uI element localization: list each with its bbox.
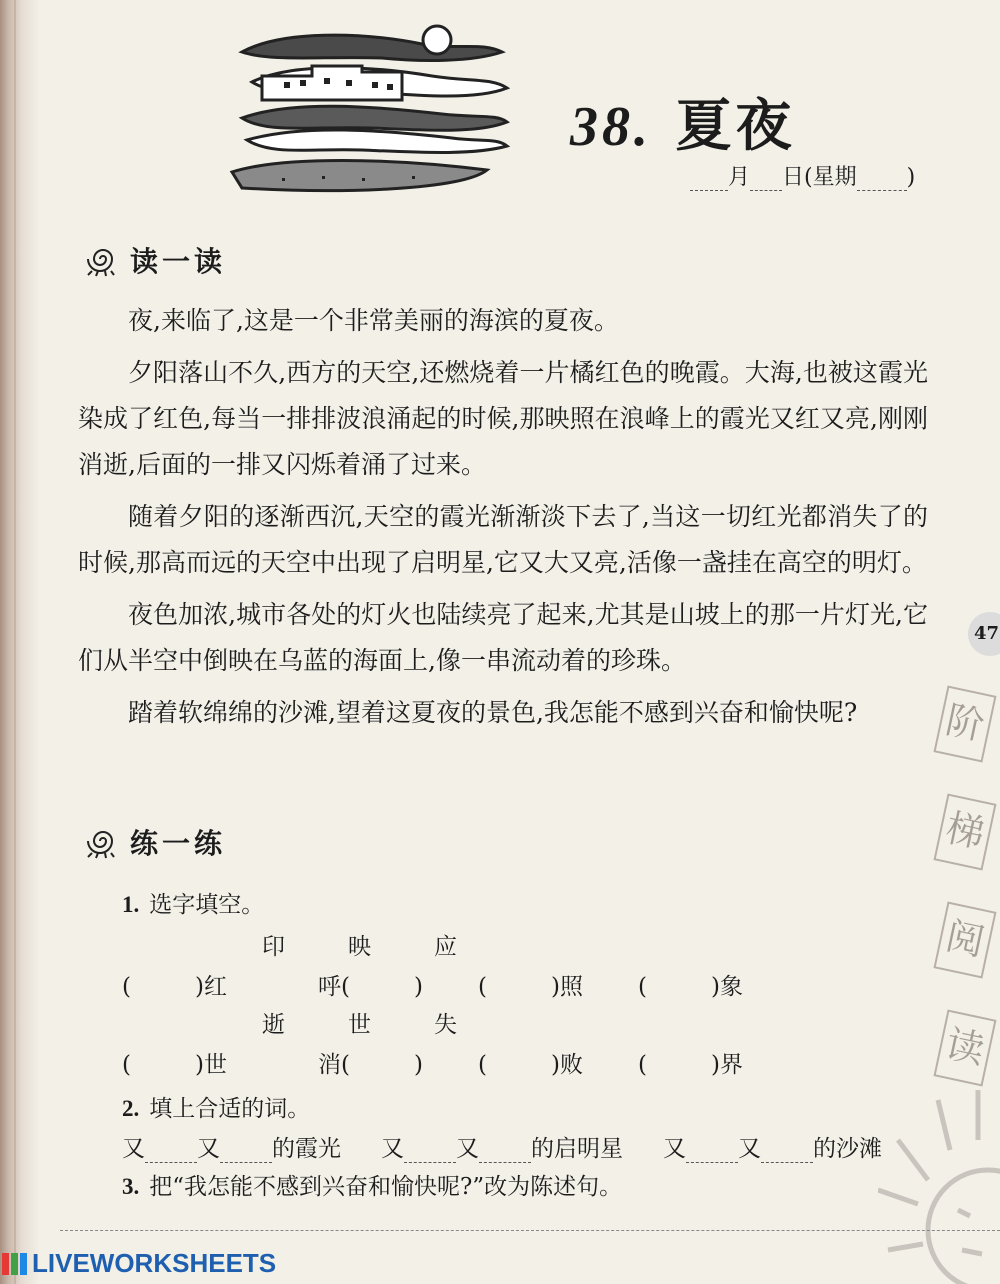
read-section-heading bbox=[80, 240, 226, 280]
char-options-group-2 bbox=[262, 1006, 520, 1039]
day-label: 日(星期 bbox=[782, 165, 857, 190]
reading-passage bbox=[78, 298, 928, 742]
exercise-1-heading bbox=[122, 886, 264, 919]
stamp-char: 读 bbox=[933, 1010, 996, 1087]
weekday-blank[interactable] bbox=[857, 170, 907, 191]
sun-face-watermark bbox=[878, 1080, 1000, 1284]
book-spine bbox=[0, 0, 40, 1284]
footer-brand: LIVEWORKSHEETS bbox=[32, 1248, 277, 1278]
char-option: 印 bbox=[262, 934, 285, 960]
word-blank[interactable] bbox=[404, 1142, 456, 1163]
passage-paragraph: 踏着软绵绵的沙滩,望着这夏夜的景色,我怎能不感到兴奋和愉快呢? bbox=[128, 698, 858, 727]
exercise-prompt: 把“我怎能不感到兴奋和愉快呢?”改为陈述句。 bbox=[149, 1174, 623, 1200]
passage-paragraph: 夕阳落山不久,西方的天空,还燃烧着一片橘红色的晚霞。大海,也被这霞光染成了红色,每当一排排波浪涌起的时候,那映照在浪峰上的霞光又红又亮,刚刚消逝,后面的一排又闪烁着涌了过来。 bbox=[78, 358, 928, 479]
word-fill-row: 又 又 的霞光 又 又 的启明星 又 又 的沙滩 bbox=[122, 1136, 882, 1162]
exercise-number: 1. bbox=[122, 892, 140, 917]
lesson-title bbox=[570, 82, 796, 162]
month-label: 月 bbox=[728, 165, 751, 190]
stamp-char: 阅 bbox=[933, 902, 996, 979]
exercise-3-heading bbox=[122, 1168, 622, 1201]
word-blank[interactable] bbox=[761, 1142, 813, 1163]
liveworksheets-footer[interactable] bbox=[0, 1248, 276, 1279]
fill-item[interactable]: ( )败 bbox=[478, 1052, 583, 1078]
exercise-2-heading bbox=[122, 1090, 310, 1123]
read-section-label: 读一读 bbox=[130, 245, 227, 278]
fill-item[interactable]: ( )象 bbox=[638, 974, 743, 1000]
char-option: 应 bbox=[434, 934, 457, 960]
passage-paragraph: 随着夕阳的逐渐西沉,天空的霞光渐渐淡下去了,当这一切红光都消失了的时候,那高而远的天空中出现了启明星,它又大又亮,活像一盏挂在高空的明灯。 bbox=[78, 502, 928, 577]
exercise-prompt: 填上合适的词。 bbox=[149, 1096, 311, 1122]
fill-item[interactable]: ( )世 bbox=[122, 1052, 227, 1078]
lesson-number: 38. bbox=[570, 96, 652, 158]
page-bottom-divider bbox=[60, 1230, 1000, 1231]
series-stamp bbox=[940, 690, 1000, 1122]
date-close-paren: ) bbox=[906, 165, 916, 190]
stamp-char: 阶 bbox=[933, 686, 996, 763]
page-number-tab: 47 bbox=[968, 612, 1000, 656]
spine-crease bbox=[14, 0, 16, 1284]
exercise-prompt: 选字填空。 bbox=[149, 892, 265, 918]
fill-item[interactable]: ( )红 bbox=[122, 974, 227, 1000]
char-option: 映 bbox=[348, 934, 371, 960]
fill-row-1 bbox=[122, 968, 798, 1001]
practice-section-heading bbox=[80, 822, 226, 862]
swirl-icon bbox=[80, 241, 126, 279]
month-blank[interactable] bbox=[690, 170, 728, 191]
char-options-group-1 bbox=[262, 928, 520, 961]
exercise-number: 3. bbox=[122, 1174, 140, 1199]
word-blank[interactable] bbox=[145, 1142, 197, 1163]
fill-row-2 bbox=[122, 1046, 798, 1079]
date-line bbox=[690, 160, 915, 191]
liveworksheets-logo-icon bbox=[0, 1249, 32, 1279]
fill-item[interactable]: 消( ) bbox=[318, 1052, 423, 1078]
passage-paragraph: 夜,来临了,这是一个非常美丽的海滨的夏夜。 bbox=[128, 306, 619, 335]
exercise-number: 2. bbox=[122, 1096, 140, 1121]
word-blank[interactable] bbox=[479, 1142, 531, 1163]
char-option: 世 bbox=[348, 1012, 371, 1038]
passage-paragraph: 夜色加浓,城市各处的灯火也陆续亮了起来,尤其是山坡上的那一片灯光,它们从半空中倒映在乌蓝的海面上,像一串流动着的珍珠。 bbox=[78, 600, 928, 675]
fill-item[interactable]: 呼( ) bbox=[318, 974, 423, 1000]
stamp-char: 梯 bbox=[933, 794, 996, 871]
lesson-name: 夏夜 bbox=[675, 93, 796, 159]
day-blank[interactable] bbox=[750, 170, 782, 191]
char-option: 失 bbox=[434, 1012, 457, 1038]
fill-item[interactable]: ( )照 bbox=[478, 974, 583, 1000]
word-blank[interactable] bbox=[220, 1142, 272, 1163]
swirl-icon bbox=[80, 823, 126, 861]
practice-section-label: 练一练 bbox=[130, 827, 227, 860]
fill-item[interactable]: ( )界 bbox=[638, 1052, 743, 1078]
word-blank[interactable] bbox=[686, 1142, 738, 1163]
char-option: 逝 bbox=[262, 1012, 285, 1038]
seascape-illustration bbox=[222, 22, 512, 202]
